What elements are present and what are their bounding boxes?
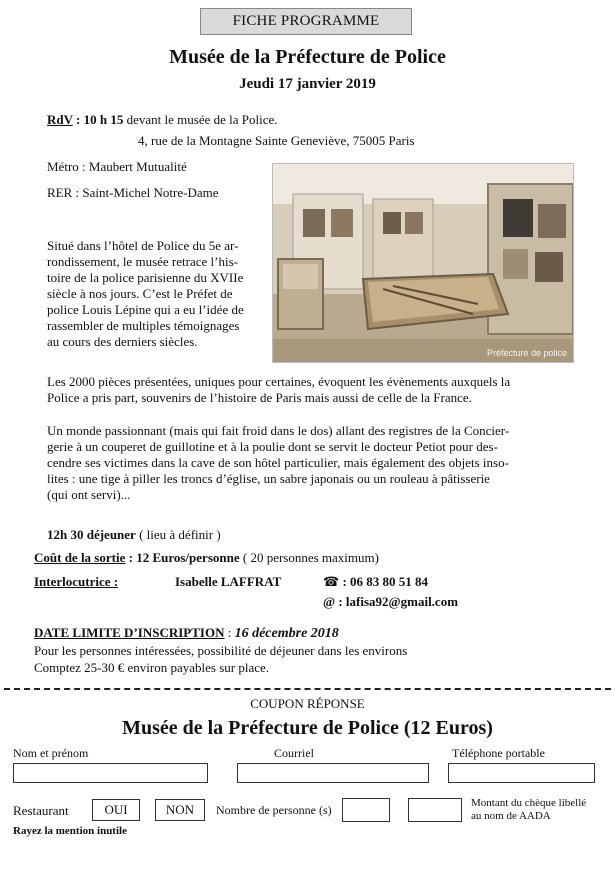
check-amount-field[interactable] xyxy=(408,798,462,822)
name-field[interactable] xyxy=(13,763,208,783)
collection-line: lites : une tige à piller les troncs d’église, un sabre japonais ou un rouleau à pâtisserie xyxy=(47,471,490,486)
deadline-date: 16 décembre 2018 xyxy=(234,626,339,641)
photo-watermark: Préfecture de police xyxy=(486,348,567,358)
deadline-line xyxy=(34,625,339,642)
phone-field[interactable] xyxy=(448,763,595,783)
check-note xyxy=(471,797,586,823)
cost-label: Coût de la sortie xyxy=(34,550,126,565)
email-label: Courriel xyxy=(274,746,314,760)
cost-value: : 12 Euros/personne xyxy=(128,550,240,565)
collection-paragraph xyxy=(47,423,577,503)
museum-photo xyxy=(272,163,574,363)
intro-line: police Louis Lépine qui a eu l’idée de xyxy=(47,302,244,317)
intro-line: au cours des derniers siècles. xyxy=(47,334,198,349)
intro-paragraph xyxy=(47,238,267,350)
deadline-note-2: Comptez 25-30 € environ payables sur place. xyxy=(34,660,270,675)
intro-line: siècle à nos jours. C’est le Préfet de xyxy=(47,286,233,301)
rdv-line: RdV : 10 h 15 devant le musée de la Police. xyxy=(47,112,278,127)
lunch-time: 12h 30 déjeuner xyxy=(47,527,136,542)
intro-line: toire de la police parisienne du XVIIe xyxy=(47,270,244,285)
intro-line: rassembler de multiples témoignages xyxy=(47,318,240,333)
phone-label: Téléphone portable xyxy=(452,746,545,760)
person-count-field[interactable] xyxy=(342,798,390,822)
phone-number: : 06 83 80 51 84 xyxy=(342,574,429,589)
count-label: Nombre de personne (s) xyxy=(216,803,332,817)
restaurant-yes-option[interactable]: OUI xyxy=(92,799,140,821)
intro-line: rondissement, le musée retrace l’his- xyxy=(47,254,238,269)
event-date: Jeudi 17 janvier 2019 xyxy=(239,76,376,92)
metro-line: Métro : Maubert Mutualité xyxy=(47,159,187,174)
rer-line: RER : Saint-Michel Notre-Dame xyxy=(47,185,219,200)
deadline-label: DATE LIMITE D’INSCRIPTION xyxy=(34,625,225,640)
check-note-line-1: Montant du chèque libellé xyxy=(471,797,587,809)
pieces-line: Les 2000 pièces présentées, uniques pour certaines, évoquent les évènements auxquels la xyxy=(47,374,511,389)
deadline-separator: : xyxy=(224,625,235,640)
collection-line: gerie à un couperet de guillotine et à la poulie dont se servit le docteur Petiot pour des- xyxy=(47,439,498,454)
cost-line xyxy=(34,550,379,566)
rdv-text: devant le musée de la Police. xyxy=(126,112,278,127)
rdv-label: RdV xyxy=(47,112,73,127)
pieces-paragraph xyxy=(47,374,577,406)
fiche-programme-banner xyxy=(200,8,412,35)
pieces-line: Police a pris part, souvenirs de l’histoire de Paris mais aussi de celle de la France. xyxy=(47,390,472,405)
coupon-label: COUPON RÉPONSE xyxy=(250,696,365,711)
check-note-line-2: au nom de AADA xyxy=(471,810,551,822)
cost-note: ( 20 personnes maximum) xyxy=(242,550,379,565)
rdv-address: 4, rue de la Montagne Sainte Geneviève, 75005 Paris xyxy=(138,133,415,148)
contact-name: Isabelle LAFFRAT xyxy=(175,574,282,589)
fiche-programme-label: FICHE PROGRAMME xyxy=(232,13,380,29)
rdv-time: 10 h 15 xyxy=(83,112,124,127)
intro-line: Situé dans l’hôtel de Police du 5e ar- xyxy=(47,238,239,253)
lunch-note: ( lieu à définir ) xyxy=(139,527,221,542)
restaurant-no-option[interactable]: NON xyxy=(155,799,205,821)
contact-label: Interlocutrice : xyxy=(34,574,119,589)
contact-email: @ : lafisa92@gmail.com xyxy=(323,594,459,609)
collection-line: Un monde passionnant (mais qui fait froid dans le dos) allant des registres de la Concier- xyxy=(47,423,510,438)
telephone-icon: ☎ xyxy=(323,575,340,590)
strike-note: Rayez la mention inutile xyxy=(13,825,127,837)
lunch-line xyxy=(47,527,221,543)
deadline-note-1: Pour les personnes intéressées, possibilité de déjeuner dans les environs xyxy=(34,643,408,658)
collection-line: (qui ont servi)... xyxy=(47,487,131,502)
cut-line xyxy=(4,688,611,690)
page-title: Musée de la Préfecture de Police xyxy=(169,46,446,68)
collection-line: cendre ses victimes dans la cave de son hôtel particulier, mais également des objets inso- xyxy=(47,455,509,470)
restaurant-label: Restaurant xyxy=(13,803,69,818)
contact-phone xyxy=(323,574,428,591)
name-label: Nom et prénom xyxy=(13,746,89,760)
coupon-title: Musée de la Préfecture de Police (12 Euros) xyxy=(122,717,493,739)
email-field[interactable] xyxy=(237,763,429,783)
